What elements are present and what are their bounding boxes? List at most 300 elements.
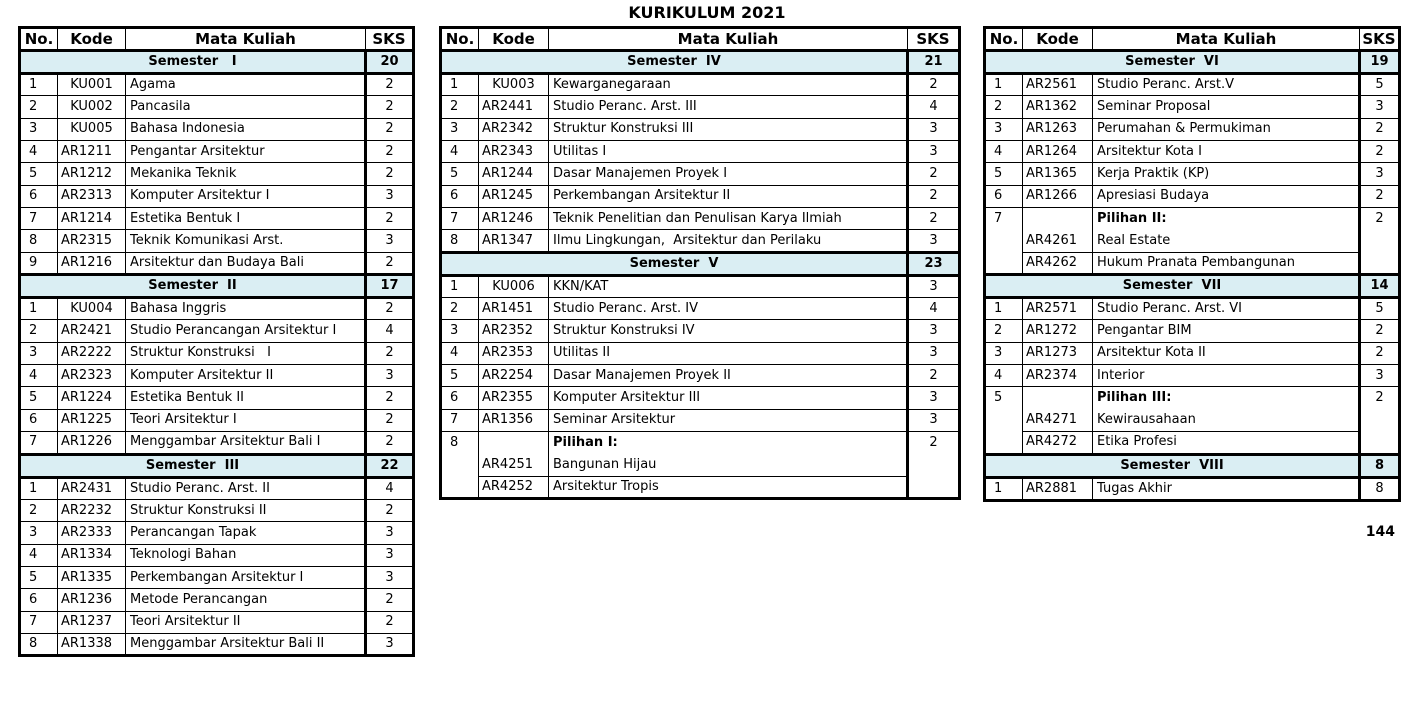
course-no: 8: [441, 432, 479, 454]
header-kode: Kode: [479, 28, 549, 51]
course-sks: 3: [908, 141, 960, 163]
course-no: 3: [441, 118, 479, 140]
course-code: [1023, 387, 1093, 409]
course-no: 5: [441, 163, 479, 185]
semester-sks: 17: [366, 275, 414, 298]
course-code: AR2374: [1023, 365, 1093, 387]
table-row: [985, 185, 1400, 207]
curriculum-table-column-3: [983, 26, 1398, 502]
semester-header-row: [20, 275, 414, 298]
course-no: [985, 432, 1023, 454]
table-row: [441, 185, 960, 207]
course-name: Tugas Akhir: [1093, 477, 1360, 500]
table-row: [985, 74, 1400, 96]
course-no: [441, 454, 479, 476]
header-mata-kuliah: Mata Kuliah: [1093, 28, 1360, 51]
table-row: [441, 320, 960, 342]
table-row: [20, 96, 414, 118]
course-code: AR1365: [1023, 163, 1093, 185]
course-code: AR1237: [58, 611, 126, 633]
course-no: 6: [985, 185, 1023, 207]
course-name: Menggambar Arsitektur Bali II: [126, 633, 366, 655]
course-sks: 5: [1360, 74, 1400, 96]
semester-name: Semester VI: [985, 51, 1360, 74]
course-no: 5: [985, 387, 1023, 409]
table-row: [20, 208, 414, 230]
course-no: 1: [441, 74, 479, 96]
course-sks: 3: [366, 522, 414, 544]
header-no: No.: [441, 28, 479, 51]
course-code: AR2333: [58, 522, 126, 544]
header-no: No.: [20, 28, 58, 51]
course-name: Seminar Proposal: [1093, 96, 1360, 118]
course-name: Ilmu Lingkungan, Arsitektur dan Perilaku: [549, 230, 908, 252]
course-name: Etika Profesi: [1093, 432, 1360, 454]
course-sks: 5: [1360, 298, 1400, 320]
course-sks: 4: [908, 96, 960, 118]
course-sks: 8: [1375, 480, 1384, 496]
course-sks: 3: [366, 230, 414, 252]
course-sks: 2: [366, 96, 414, 118]
course-code: AR4251: [479, 454, 549, 476]
course-name: Dasar Manajemen Proyek II: [549, 365, 908, 387]
curriculum-table: [983, 26, 1401, 502]
course-name: Teori Arsitektur I: [126, 409, 366, 431]
table-row: [20, 566, 414, 588]
table-row: [985, 252, 1400, 274]
course-name: Teori Arsitektur II: [126, 611, 366, 633]
table-row: [20, 432, 414, 454]
course-name: Metode Perancangan: [126, 589, 366, 611]
course-code: AR1273: [1023, 342, 1093, 364]
course-code: AR4252: [479, 476, 549, 498]
course-name: Perancangan Tapak: [126, 522, 366, 544]
course-no: 6: [441, 387, 479, 409]
table-row: [441, 275, 960, 297]
course-code: AR2441: [479, 96, 549, 118]
course-code: AR1225: [58, 409, 126, 431]
table-row: [985, 365, 1400, 387]
table-row: [20, 477, 414, 499]
table-row: [20, 118, 414, 140]
course-code: KU002: [58, 96, 126, 118]
table-row: [985, 230, 1400, 252]
course-name: Bahasa Inggris: [126, 298, 366, 320]
semester-name: Semester I: [20, 51, 366, 74]
course-code: AR1246: [479, 208, 549, 230]
table-row: [441, 432, 960, 454]
course-sks: 2: [1360, 320, 1400, 342]
course-no: 2: [20, 96, 58, 118]
course-sks: 3: [929, 232, 938, 248]
course-no: 4: [985, 365, 1023, 387]
curriculum-table-column-2: [439, 26, 958, 500]
course-name: Arsitektur Kota II: [1093, 342, 1360, 364]
course-name: Estetika Bentuk II: [126, 387, 366, 409]
course-sks: 2: [366, 298, 414, 320]
course-no: 1: [441, 275, 479, 297]
course-code: AR4271: [1023, 409, 1093, 431]
course-code: AR1264: [1023, 141, 1093, 163]
course-sks: 2: [908, 185, 960, 207]
course-code: AR1226: [58, 432, 126, 454]
course-no: 2: [20, 499, 58, 521]
course-name: Agama: [126, 74, 366, 96]
table-row: [20, 387, 414, 409]
course-name: Kewirausahaan: [1093, 409, 1360, 431]
semester-header-row: [20, 454, 414, 477]
course-code: KU006: [479, 275, 549, 297]
course-no: 5: [20, 566, 58, 588]
course-no: 6: [20, 409, 58, 431]
course-no: 5: [441, 365, 479, 387]
course-name: Real Estate: [1093, 230, 1360, 252]
course-name: Mekanika Teknik: [126, 163, 366, 185]
course-sks: 4: [366, 320, 414, 342]
table-row: [20, 522, 414, 544]
course-code: AR1338: [58, 633, 126, 655]
course-code: AR1356: [479, 409, 549, 431]
course-sks: 3: [366, 365, 414, 387]
course-name: Dasar Manajemen Proyek I: [549, 163, 908, 185]
course-code: AR1244: [479, 163, 549, 185]
semester-sks: 23: [908, 252, 960, 275]
table-row: [20, 611, 414, 633]
course-name: Seminar Arsitektur: [549, 409, 908, 431]
total-sks: 144: [1365, 524, 1395, 540]
course-code: KU004: [58, 298, 126, 320]
course-name: Arsitektur Tropis: [549, 476, 908, 498]
course-code: AR2222: [58, 342, 126, 364]
course-code: AR1266: [1023, 185, 1093, 207]
course-code: AR1334: [58, 544, 126, 566]
course-sks: 3: [366, 185, 414, 207]
table-row: [441, 163, 960, 185]
course-name: Struktur Konstruksi I: [126, 342, 366, 364]
course-name: Pengantar Arsitektur: [126, 141, 366, 163]
course-name: Teknik Komunikasi Arst.: [126, 230, 366, 252]
course-no: 3: [985, 118, 1023, 140]
table-row: [441, 365, 960, 387]
course-sks: 3: [908, 320, 960, 342]
table-row: [441, 141, 960, 163]
course-name: Studio Perancangan Arsitektur I: [126, 320, 366, 342]
course-no: 9: [20, 252, 58, 274]
course-name: Perumahan & Permukiman: [1093, 118, 1360, 140]
course-name: Pancasila: [126, 96, 366, 118]
course-sks: 3: [366, 544, 414, 566]
course-sks: 2: [366, 342, 414, 364]
course-no: 8: [20, 633, 58, 655]
table-row: [441, 409, 960, 431]
course-sks: 3: [908, 342, 960, 364]
course-name: KKN/KAT: [549, 275, 908, 297]
course-no: 5: [20, 163, 58, 185]
table-row: [985, 141, 1400, 163]
course-name: Teknik Penelitian dan Penulisan Karya Ilmiah: [549, 208, 908, 230]
header-kode: Kode: [58, 28, 126, 51]
course-name: Struktur Konstruksi IV: [549, 320, 908, 342]
course-sks: 3: [1360, 96, 1400, 118]
course-no: 4: [20, 544, 58, 566]
course-name: Hukum Pranata Pembangunan: [1093, 252, 1360, 274]
course-name: Utilitas II: [549, 342, 908, 364]
table-row: [20, 74, 414, 96]
course-code: AR1335: [58, 566, 126, 588]
course-name: Utilitas I: [549, 141, 908, 163]
course-no: 4: [20, 365, 58, 387]
table-row: [20, 589, 414, 611]
semester-name: Semester VII: [985, 275, 1360, 298]
course-code: AR2881: [1023, 477, 1093, 500]
course-code: AR2323: [58, 365, 126, 387]
semester-name: Semester VIII: [985, 454, 1360, 477]
course-no: 2: [985, 96, 1023, 118]
course-no: 1: [985, 74, 1023, 96]
course-name: Menggambar Arsitektur Bali I: [126, 432, 366, 454]
semester-header-row: [985, 454, 1400, 477]
course-name: Studio Peranc. Arst. II: [126, 477, 366, 499]
table-row: [985, 432, 1400, 454]
course-name: Studio Peranc. Arst. VI: [1093, 298, 1360, 320]
table-row: [20, 252, 414, 274]
course-code: AR1216: [58, 252, 126, 274]
course-no: 7: [20, 208, 58, 230]
course-code: KU001: [58, 74, 126, 96]
course-sks: 2: [1360, 118, 1400, 140]
course-sks: 2: [366, 208, 414, 230]
course-code: AR2561: [1023, 74, 1093, 96]
course-sks: 3: [908, 275, 960, 297]
semester-sks: 22: [366, 454, 414, 477]
course-sks: 2: [385, 434, 394, 450]
semester-sks: 21: [908, 51, 960, 74]
course-no: 1: [985, 298, 1023, 320]
course-code: AR1451: [479, 298, 549, 320]
course-no: 7: [20, 611, 58, 633]
course-sks: [1360, 409, 1400, 431]
course-name: Struktur Konstruksi II: [126, 499, 366, 521]
course-no: [441, 476, 479, 498]
course-no: 3: [985, 342, 1023, 364]
semester-name: Semester V: [441, 252, 908, 275]
course-name: Komputer Arsitektur III: [549, 387, 908, 409]
course-name: Struktur Konstruksi III: [549, 118, 908, 140]
course-sks: [908, 454, 960, 476]
curriculum-table: [439, 26, 961, 500]
course-no: 1: [20, 477, 58, 499]
course-code: [479, 432, 549, 454]
semester-name: Semester II: [20, 275, 366, 298]
curriculum-table: [18, 26, 415, 657]
course-name: Studio Peranc. Arst. IV: [549, 298, 908, 320]
course-no: 4: [985, 141, 1023, 163]
header-sks: SKS: [908, 28, 960, 51]
table-row: [20, 185, 414, 207]
course-name: Pilihan III:: [1093, 387, 1360, 409]
course-sks: 2: [366, 499, 414, 521]
table-row: [20, 141, 414, 163]
table-row: [441, 454, 960, 476]
table-row: [20, 544, 414, 566]
course-no: [985, 409, 1023, 431]
course-sks: 2: [1360, 141, 1400, 163]
header-sks: SKS: [1360, 28, 1400, 51]
course-name: Studio Peranc. Arst.V: [1093, 74, 1360, 96]
course-no: [985, 230, 1023, 252]
course-name: Arsitektur dan Budaya Bali: [126, 252, 366, 274]
table-row: [20, 298, 414, 320]
course-code: AR1212: [58, 163, 126, 185]
table-row: [441, 298, 960, 320]
course-code: AR1236: [58, 589, 126, 611]
table-row: [441, 208, 960, 230]
semester-sks: 20: [366, 51, 414, 74]
table-row: [985, 163, 1400, 185]
table-row: [20, 163, 414, 185]
table-header-row: [985, 28, 1400, 51]
semester-sks: 14: [1360, 275, 1400, 298]
semester-header-row: [20, 51, 414, 74]
course-sks: 2: [908, 74, 960, 96]
course-sks: [1360, 432, 1400, 454]
course-name: Pilihan I:: [549, 432, 908, 454]
course-sks: 2: [385, 254, 394, 270]
header-no: No.: [985, 28, 1023, 51]
course-name: Komputer Arsitektur I: [126, 185, 366, 207]
table-row: [985, 118, 1400, 140]
table-row: [985, 96, 1400, 118]
course-no: 2: [441, 298, 479, 320]
course-code: [1023, 208, 1093, 230]
course-no: 2: [985, 320, 1023, 342]
page-title: KURIKULUM 2021: [628, 3, 786, 22]
course-sks: 2: [1360, 185, 1400, 207]
course-sks: [1360, 252, 1400, 274]
course-no: 7: [441, 208, 479, 230]
course-no: 5: [985, 163, 1023, 185]
course-code: AR2342: [479, 118, 549, 140]
course-no: 7: [20, 432, 58, 454]
course-code: AR2315: [58, 230, 126, 252]
course-sks: 2: [366, 409, 414, 431]
course-sks: 2: [366, 118, 414, 140]
course-sks: 4: [366, 477, 414, 499]
course-sks: 3: [385, 636, 394, 652]
course-code: AR4272: [1023, 432, 1093, 454]
course-code: AR2254: [479, 365, 549, 387]
course-name: Perkembangan Arsitektur II: [549, 185, 908, 207]
course-name: Pengantar BIM: [1093, 320, 1360, 342]
course-name: Bahasa Indonesia: [126, 118, 366, 140]
table-row: [985, 387, 1400, 409]
course-code: AR1272: [1023, 320, 1093, 342]
course-code: AR1211: [58, 141, 126, 163]
course-no: 6: [441, 185, 479, 207]
course-no: 2: [441, 96, 479, 118]
course-sks: 2: [929, 435, 938, 451]
course-sks: 2: [366, 387, 414, 409]
course-code: AR4261: [1023, 230, 1093, 252]
course-code: AR2431: [58, 477, 126, 499]
course-code: AR2355: [479, 387, 549, 409]
course-name: Studio Peranc. Arst. III: [549, 96, 908, 118]
course-no: 6: [20, 589, 58, 611]
course-code: AR4262: [1023, 252, 1093, 274]
course-sks: 2: [908, 208, 960, 230]
course-no: 3: [20, 118, 58, 140]
course-code: AR2343: [479, 141, 549, 163]
table-row: [20, 342, 414, 364]
course-name: Arsitektur Kota I: [1093, 141, 1360, 163]
course-name: Perkembangan Arsitektur I: [126, 566, 366, 588]
course-code: AR2313: [58, 185, 126, 207]
table-row: [20, 633, 414, 655]
header-mata-kuliah: Mata Kuliah: [126, 28, 366, 51]
course-code: AR2352: [479, 320, 549, 342]
course-name: Estetika Bentuk I: [126, 208, 366, 230]
semester-sks: 19: [1360, 51, 1400, 74]
course-sks: 3: [366, 566, 414, 588]
semester-header-row: [441, 252, 960, 275]
table-row: [985, 298, 1400, 320]
course-no: 2: [20, 320, 58, 342]
table-row: [20, 499, 414, 521]
table-row: [441, 342, 960, 364]
course-code: KU005: [58, 118, 126, 140]
course-name: Interior: [1093, 365, 1360, 387]
course-sks: 2: [1360, 342, 1400, 364]
course-sks: [908, 476, 960, 498]
course-no: 8: [441, 230, 479, 252]
table-row: [441, 476, 960, 498]
semester-header-row: [985, 275, 1400, 298]
header-sks: SKS: [366, 28, 414, 51]
table-row: [985, 342, 1400, 364]
course-no: 7: [441, 409, 479, 431]
semester-name: Semester IV: [441, 51, 908, 74]
course-name: Apresiasi Budaya: [1093, 185, 1360, 207]
semester-header-row: [441, 51, 960, 74]
course-sks: 2: [366, 163, 414, 185]
course-no: 6: [20, 185, 58, 207]
table-row: [441, 96, 960, 118]
course-sks: 3: [908, 118, 960, 140]
course-no: 3: [441, 320, 479, 342]
course-code: KU003: [479, 74, 549, 96]
header-mata-kuliah: Mata Kuliah: [549, 28, 908, 51]
table-row: [20, 320, 414, 342]
table-row: [441, 230, 960, 252]
course-name: Kerja Praktik (KP): [1093, 163, 1360, 185]
table-row: [441, 387, 960, 409]
table-row: [985, 208, 1400, 230]
semester-name: Semester III: [20, 454, 366, 477]
course-code: AR2232: [58, 499, 126, 521]
table-row: [985, 320, 1400, 342]
course-code: AR1347: [479, 230, 549, 252]
course-code: AR2353: [479, 342, 549, 364]
course-sks: 3: [908, 409, 960, 431]
course-no: 1: [20, 74, 58, 96]
course-name: Teknologi Bahan: [126, 544, 366, 566]
course-sks: [1360, 230, 1400, 252]
course-no: 7: [985, 208, 1023, 230]
table-row: [441, 118, 960, 140]
course-no: 3: [20, 342, 58, 364]
table-row: [20, 365, 414, 387]
course-code: AR1224: [58, 387, 126, 409]
